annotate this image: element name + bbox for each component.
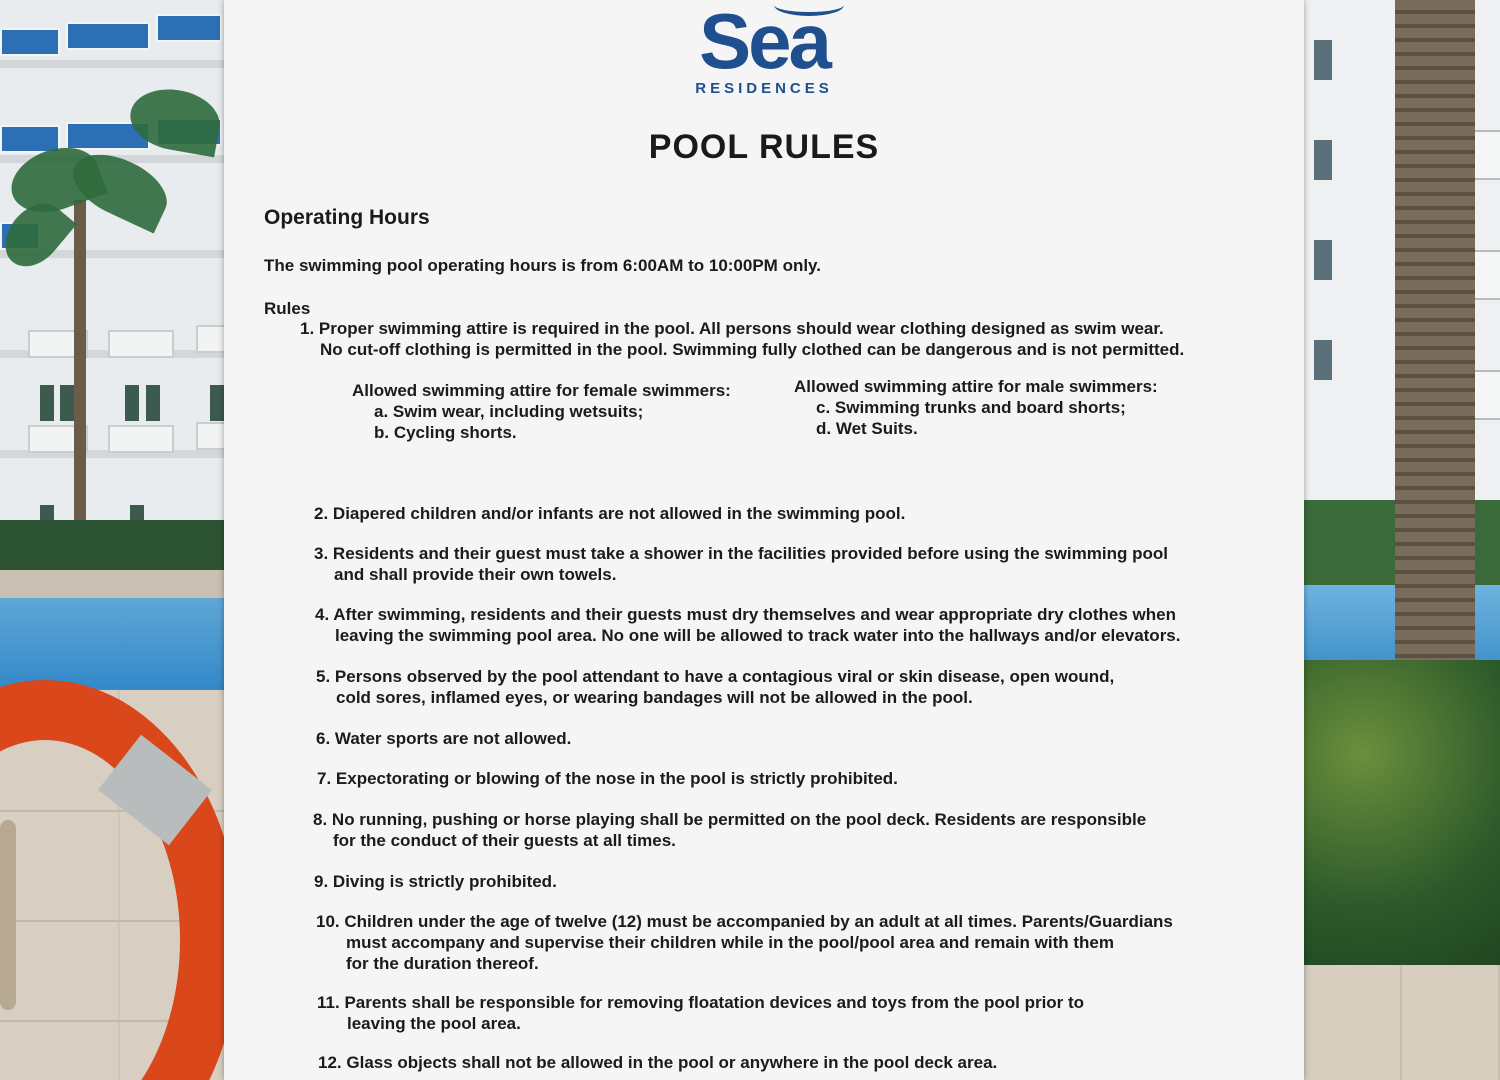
rule-text: Diving is strictly prohibited. xyxy=(332,872,557,891)
operating-hours-text: The swimming pool operating hours is from 6:00AM to 10:00PM only. xyxy=(264,256,821,275)
rule-item xyxy=(313,809,1146,851)
rule-item xyxy=(316,666,1114,708)
rule-text: Children under the age of twelve (12) must be accompanied by an adult at all times. Parents/Guardians xyxy=(344,912,1173,931)
sea-residences-logo xyxy=(664,0,864,97)
rule-text-cont: for the conduct of their guests at all times. xyxy=(333,831,676,850)
rule-item xyxy=(317,992,1084,1034)
rule-number: 5. xyxy=(316,667,331,686)
flowering-bush xyxy=(1304,660,1500,970)
rule-item xyxy=(300,318,1184,360)
attire-item: c. Swimming trunks and board shorts; xyxy=(816,398,1126,417)
pool-rules-sign xyxy=(224,0,1304,1080)
rule-text-cont: for the duration thereof. xyxy=(346,954,539,973)
rule-item xyxy=(316,911,1173,974)
rule-number: 1. xyxy=(300,319,315,338)
palm-tree-trunk xyxy=(74,200,86,530)
attire-item: d. Wet Suits. xyxy=(816,419,918,438)
rule-number: 6. xyxy=(316,729,331,748)
rule-number: 9. xyxy=(314,872,329,891)
rules-heading: Rules xyxy=(264,299,311,318)
rule-text: Glass objects shall not be allowed in the pool or anywhere in the pool deck area. xyxy=(346,1053,998,1072)
attire-item: a. Swim wear, including wetsuits; xyxy=(374,402,644,421)
rule-item xyxy=(318,1052,997,1073)
female-attire-list xyxy=(352,380,731,443)
male-attire-heading: Allowed swimming attire for male swimmers: xyxy=(794,377,1158,396)
attire-item: b. Cycling shorts. xyxy=(374,423,517,442)
rule-text: Proper swimming attire is required in the pool. All persons should wear clothing designed as swim wear. xyxy=(318,319,1164,338)
sign-title: POOL RULES xyxy=(648,128,880,166)
rule-number: 10. xyxy=(316,912,340,931)
operating-hours-heading: Operating Hours xyxy=(264,206,430,229)
rule-item xyxy=(316,728,571,749)
rule-text-cont: No cut-off clothing is permitted in the pool. Swimming fully clothed can be dangerous and is not permitted. xyxy=(320,340,1185,359)
hotel-building-left xyxy=(0,0,240,560)
pool-deck-left xyxy=(0,570,240,600)
rule-text-cont: and shall provide their own towels. xyxy=(334,565,617,584)
rule-item xyxy=(317,768,898,789)
rule-text: Diapered children and/or infants are not allowed in the swimming pool. xyxy=(332,504,906,523)
rule-text: Water sports are not allowed. xyxy=(334,729,572,748)
rule-text: Expectorating or blowing of the nose in the pool is strictly prohibited. xyxy=(335,769,898,788)
female-attire-heading: Allowed swimming attire for female swimmers: xyxy=(352,381,731,400)
pool-deck-right xyxy=(1304,965,1500,1080)
logo-subtitle: RESIDENCES xyxy=(695,80,833,97)
rule-number: 12. xyxy=(318,1053,342,1072)
male-attire-list xyxy=(794,376,1158,439)
rule-text-cont: leaving the pool area. xyxy=(347,1014,521,1033)
rule-item xyxy=(314,543,1168,585)
rule-text-cont: must accompany and supervise their children while in the pool/pool area and remain with them xyxy=(346,933,1114,952)
life-ring-rope xyxy=(0,820,16,1010)
rule-text: Persons observed by the pool attendant to have a contagious viral or skin disease, open wound, xyxy=(334,667,1115,686)
rule-item xyxy=(314,503,905,524)
rule-number: 8. xyxy=(313,810,328,829)
rule-text: After swimming, residents and their guests must dry themselves and wear appropriate dry clothes when xyxy=(333,605,1176,624)
rule-number: 2. xyxy=(314,504,329,523)
rule-text: Residents and their guest must take a shower in the facilities provided before using the swimming pool xyxy=(332,544,1168,563)
rule-number: 4. xyxy=(315,605,330,624)
rule-text-cont: leaving the swimming pool area. No one will be allowed to track water into the hallways and/or elevators. xyxy=(335,626,1181,645)
rule-text: No running, pushing or horse playing shall be permitted on the pool deck. Residents are responsible xyxy=(331,810,1147,829)
rule-item xyxy=(315,604,1180,646)
rule-number: 3. xyxy=(314,544,329,563)
rule-number: 11. xyxy=(317,993,340,1012)
logo-word: Sea xyxy=(699,0,829,85)
rule-text: Parents shall be responsible for removing floatation devices and toys from the pool prior to xyxy=(344,993,1085,1012)
palm-tree-trunk-right xyxy=(1395,0,1475,700)
rule-text-cont: cold sores, inflamed eyes, or wearing bandages will not be allowed in the pool. xyxy=(336,688,973,707)
hedge xyxy=(0,520,240,570)
rule-item xyxy=(314,871,557,892)
rule-number: 7. xyxy=(317,769,332,788)
